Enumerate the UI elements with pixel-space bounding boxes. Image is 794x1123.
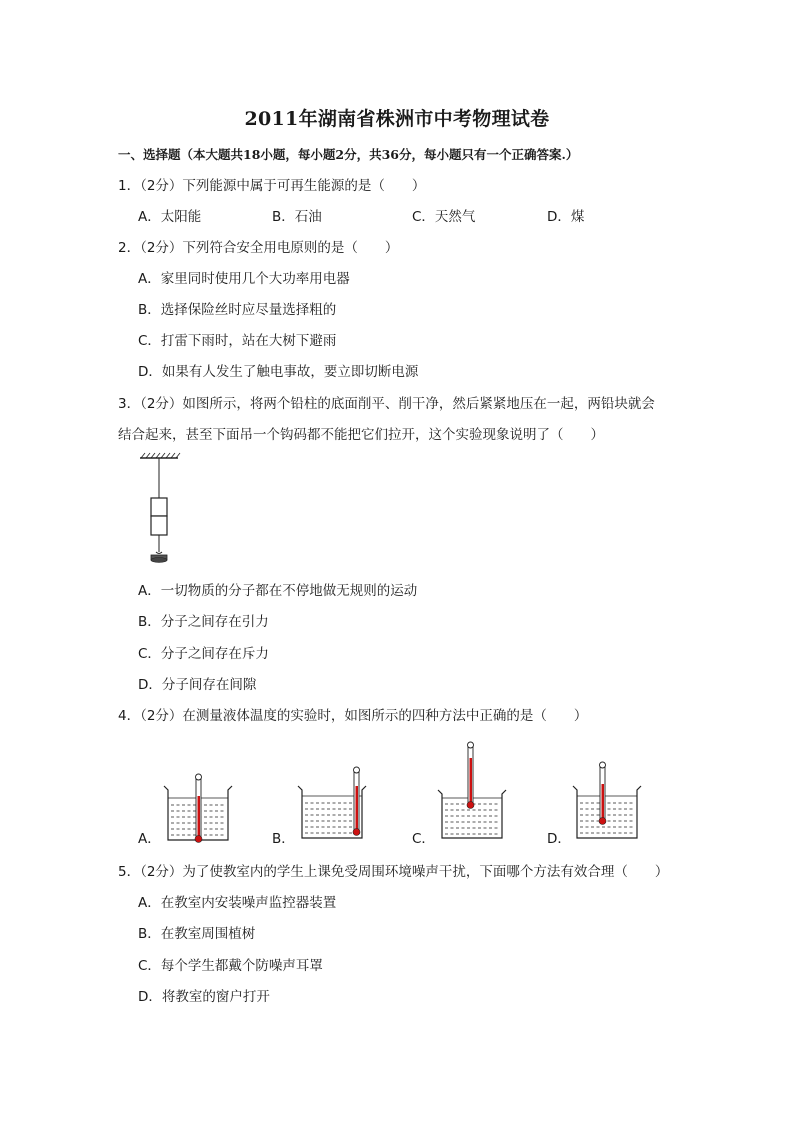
question-3-stem-line2: 结合起来，甚至下面吊一个钩码都不能把它们拉开，这个实验现象说明了（ ） bbox=[118, 427, 604, 443]
q1-option-b: B．石油 bbox=[272, 209, 322, 225]
lead-cylinders-figure bbox=[138, 452, 188, 572]
q4-option-a-label: A． bbox=[138, 831, 161, 847]
q2-option-a: A．家里同时使用几个大功率用电器 bbox=[138, 271, 350, 287]
question-4-stem: 4．（2分）在测量液体温度的实验时，如图所示的四种方法中正确的是（ ） bbox=[118, 708, 588, 724]
page-title: 2011年湖南省株洲市中考物理试卷 bbox=[244, 108, 550, 130]
beaker-figure-c bbox=[436, 740, 508, 844]
q3-option-c: C．分子之间存在斥力 bbox=[138, 646, 269, 662]
q2-option-b: B．选择保险丝时应尽量选择粗的 bbox=[138, 302, 337, 318]
q1-option-c: C．天然气 bbox=[412, 209, 476, 225]
question-3-stem-line1: 3．（2分）如图所示，将两个铅柱的底面削平、削干净，然后紧紧地压在一起，两铅块就会 bbox=[118, 396, 655, 412]
q3-option-b: B．分子之间存在引力 bbox=[138, 614, 269, 630]
question-2-stem: 2．（2分）下列符合安全用电原则的是（ ） bbox=[118, 240, 399, 256]
section-heading: 一、选择题（本大题共18小题，每小题2分，共36分，每小题只有一个正确答案.） bbox=[118, 147, 579, 162]
beaker-figure-d bbox=[571, 760, 643, 844]
q4-option-b-label: B． bbox=[272, 831, 295, 847]
q3-option-d: D．分子间存在间隙 bbox=[138, 677, 257, 693]
q2-option-c: C．打雷下雨时，站在大树下避雨 bbox=[138, 333, 337, 349]
q5-option-d: D．将教室的窗户打开 bbox=[138, 989, 270, 1005]
q2-option-d: D．如果有人发生了触电事故，要立即切断电源 bbox=[138, 364, 419, 380]
q3-option-a: A．一切物质的分子都在不停地做无规则的运动 bbox=[138, 583, 418, 599]
q4-option-c-label: C． bbox=[412, 831, 435, 847]
q5-option-b: B．在教室周围植树 bbox=[138, 926, 256, 942]
q5-option-a: A．在教室内安装噪声监控器装置 bbox=[138, 895, 337, 911]
q5-option-c: C．每个学生都戴个防噪声耳罩 bbox=[138, 958, 323, 974]
q1-option-a: A．太阳能 bbox=[138, 209, 202, 225]
question-5-stem: 5．（2分）为了使教室内的学生上课免受周围环境噪声干扰，下面哪个方法有效合理（ ） bbox=[118, 864, 669, 880]
beaker-figure-b bbox=[296, 766, 368, 844]
question-1-stem: 1．（2分）下列能源中属于可再生能源的是（ ） bbox=[118, 178, 426, 194]
beaker-figure-a bbox=[162, 772, 234, 844]
q4-option-d-label: D． bbox=[547, 831, 571, 847]
q1-option-d: D．煤 bbox=[547, 209, 585, 225]
